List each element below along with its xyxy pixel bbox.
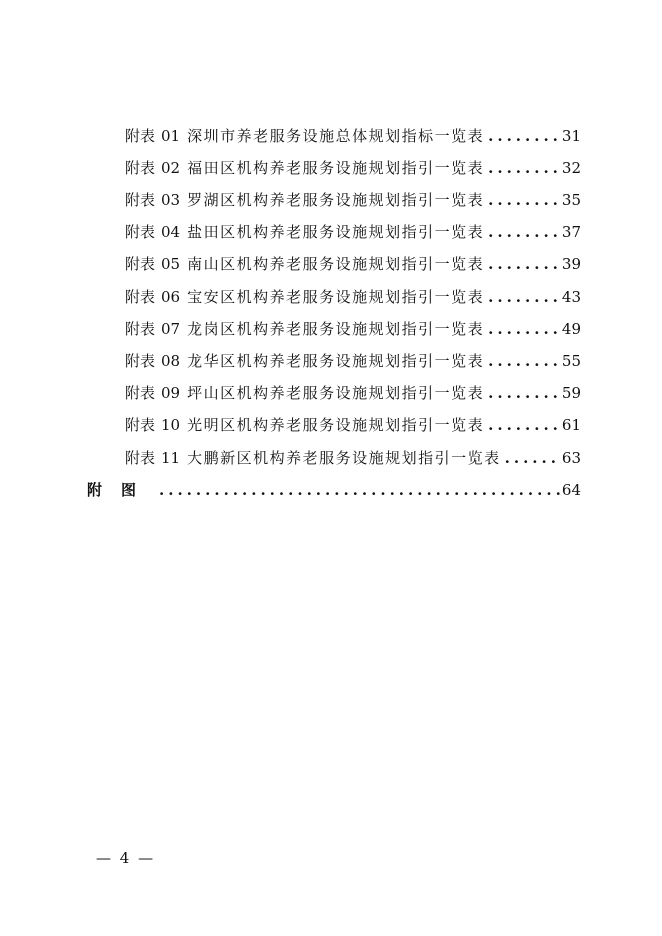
toc-entry-11[interactable] (125, 446, 581, 470)
toc-dot-leader (488, 413, 560, 437)
toc-entry-page: 59 (561, 384, 581, 402)
toc-entry-title: 南山区机构养老服务设施规划指引一览表 (187, 255, 485, 273)
toc-entry-label: 附表 (125, 159, 156, 177)
toc-dot-leader (488, 124, 560, 148)
toc-entry-page: 31 (561, 127, 581, 145)
toc-entry-page: 55 (561, 352, 581, 370)
toc-entry-label: 附表 (125, 191, 156, 209)
toc-entry-page: 63 (561, 449, 581, 467)
toc-entry-number: 04 (161, 223, 181, 241)
toc-entry-04[interactable] (125, 220, 581, 244)
toc-entry-number: 09 (161, 384, 181, 402)
toc-entry-title: 罗湖区机构养老服务设施规划指引一览表 (187, 191, 485, 209)
toc-entry-number: 11 (161, 449, 181, 467)
toc-entry-title: 光明区机构养老服务设施规划指引一览表 (187, 416, 485, 434)
toc-dot-leader (488, 285, 560, 309)
toc-entry-number: 06 (161, 288, 181, 306)
toc-entry-title: 大鹏新区机构养老服务设施规划指引一览表 (187, 449, 501, 467)
toc-entry-number: 02 (161, 159, 181, 177)
toc-entry-number: 03 (161, 191, 181, 209)
toc-entry-label: 附表 (125, 255, 156, 273)
toc-dot-leader (488, 349, 560, 373)
toc-dot-leader (488, 188, 560, 212)
toc-entry-08[interactable] (125, 349, 581, 373)
toc-entry-label: 附表 (125, 449, 156, 467)
toc-dot-leader (488, 252, 560, 276)
toc-entry-page: 43 (561, 288, 581, 306)
toc-entry-title: 龙华区机构养老服务设施规划指引一览表 (187, 352, 485, 370)
toc-dot-leader (488, 220, 560, 244)
toc-entry-label: 附表 (125, 127, 156, 145)
toc-dot-leader (505, 446, 560, 470)
toc-entry-09[interactable] (125, 381, 581, 405)
toc-entry-number: 08 (161, 352, 181, 370)
toc-entry-label: 附表 (125, 223, 156, 241)
toc-entry-label: 附表 (125, 352, 156, 370)
toc-entry-06[interactable] (125, 285, 581, 309)
page-number-footer: — 4 — (96, 849, 156, 867)
toc-appendix-page: 64 (561, 481, 581, 499)
toc-entry-05[interactable] (125, 252, 581, 276)
toc-entry-label: 附表 (125, 416, 156, 434)
toc-entry-number: 10 (161, 416, 181, 434)
toc-entry-page: 39 (561, 255, 581, 273)
toc-entry-page: 35 (561, 191, 581, 209)
toc-entry-03[interactable] (125, 188, 581, 212)
toc-entry-title: 龙岗区机构养老服务设施规划指引一览表 (187, 320, 485, 338)
toc-entry-07[interactable] (125, 317, 581, 341)
toc-entry-title: 盐田区机构养老服务设施规划指引一览表 (187, 223, 485, 241)
toc-entry-10[interactable] (125, 413, 581, 437)
toc-entry-01[interactable] (125, 124, 581, 148)
toc-entry-page: 49 (561, 320, 581, 338)
toc-entry-page: 37 (561, 223, 581, 241)
toc-entry-appendix-figures[interactable] (87, 478, 581, 502)
toc-entry-title: 福田区机构养老服务设施规划指引一览表 (187, 159, 485, 177)
toc-entry-title: 深圳市养老服务设施总体规划指标一览表 (187, 127, 485, 145)
toc-dot-leader (488, 156, 560, 180)
toc-entry-number: 05 (161, 255, 181, 273)
toc-entry-title: 坪山区机构养老服务设施规划指引一览表 (187, 384, 485, 402)
toc-entry-page: 32 (561, 159, 581, 177)
toc-entry-label: 附表 (125, 320, 156, 338)
toc-dot-leader (488, 381, 560, 405)
toc-entry-02[interactable] (125, 156, 581, 180)
toc-entry-title: 宝安区机构养老服务设施规划指引一览表 (187, 288, 485, 306)
toc-entry-number: 07 (161, 320, 181, 338)
toc-dot-leader (159, 478, 560, 502)
toc-entry-number: 01 (161, 127, 181, 145)
toc-entry-page: 61 (561, 416, 581, 434)
toc-entry-label: 附表 (125, 288, 156, 306)
toc-dot-leader (488, 317, 560, 341)
toc-appendix-label: 附图 (87, 481, 156, 499)
toc-entry-label: 附表 (125, 384, 156, 402)
